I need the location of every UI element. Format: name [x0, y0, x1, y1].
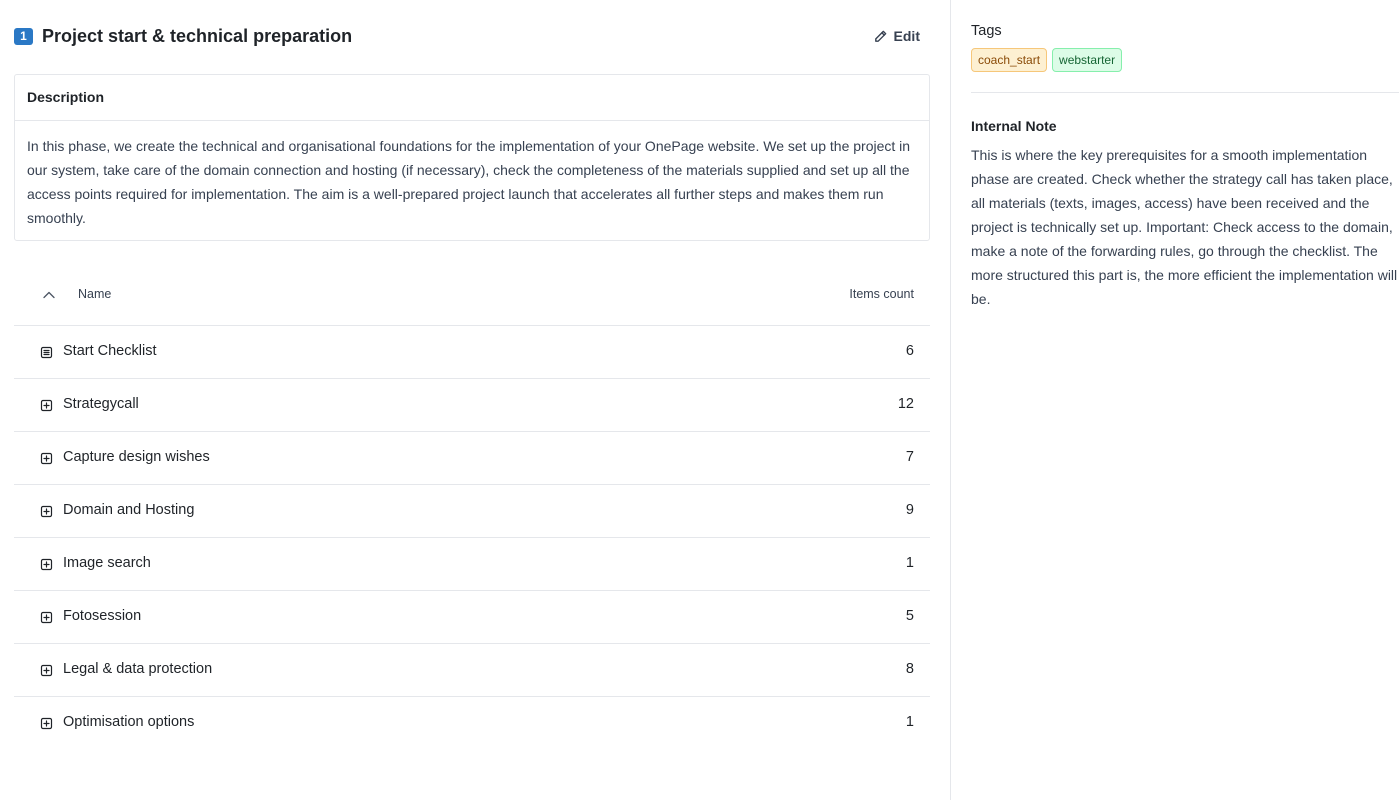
row-items-count: 12 — [897, 396, 914, 412]
row-name: Start Checklist — [63, 343, 157, 359]
divider — [971, 92, 1399, 93]
page-header — [14, 22, 930, 50]
plus-square-icon — [40, 505, 53, 518]
table-row[interactable] — [14, 591, 930, 644]
table-row[interactable] — [14, 379, 930, 432]
description-text: In this phase, we create the technical and organisational foundations for the implementation of your OnePage website. We set up the project in our system, take care of the domain connection and hosting (if necessary), check the completeness of the materials supplied and set up all the access points required for implementation. The aim is a well-prepared project launch that accelerates all further steps and makes them run smoothly. — [27, 138, 911, 226]
table-row[interactable] — [14, 644, 930, 697]
page-title: Project start & technical preparation — [42, 25, 353, 46]
internal-note-text: This is where the key prerequisites for a smooth implementation phase are created. Check whether the strategy call has taken place, all materials (texts, images, access) have been received and the project is technically set up. Important: Check access to the domain, make a note of the forwarding rules, go through the checklist. The more structured this part is, the more efficient the implementation will be. — [971, 147, 1398, 307]
pencil-icon — [873, 29, 888, 44]
edit-button-label: Edit — [893, 28, 920, 44]
column-header-items-count[interactable]: Items count — [849, 287, 914, 301]
row-items-count: 6 — [905, 343, 914, 359]
row-items-count: 1 — [905, 714, 914, 730]
plus-square-icon — [40, 558, 53, 571]
items-table — [14, 268, 930, 750]
row-name: Optimisation options — [63, 714, 195, 730]
row-name: Domain and Hosting — [63, 502, 195, 518]
tags-label: Tags — [971, 23, 1002, 39]
plus-square-icon — [40, 452, 53, 465]
table-body — [14, 326, 930, 750]
tag-coach-start[interactable]: coach_start — [971, 48, 1047, 72]
table-row[interactable] — [14, 485, 930, 538]
table-header — [14, 268, 930, 326]
plus-square-icon — [40, 611, 53, 624]
internal-note-label: Internal Note — [971, 118, 1057, 134]
row-name: Legal & data protection — [63, 661, 213, 677]
table-row[interactable] — [14, 697, 930, 750]
plus-square-icon — [40, 664, 53, 677]
row-items-count: 8 — [905, 661, 914, 677]
details-sidebar — [950, 0, 1399, 800]
tag-webstarter[interactable]: webstarter — [1052, 48, 1122, 72]
column-header-name[interactable]: Name — [78, 287, 112, 301]
row-items-count: 5 — [905, 608, 914, 624]
checklist-icon — [40, 346, 53, 359]
chevron-up-icon[interactable] — [42, 288, 56, 302]
row-name: Fotosession — [63, 608, 142, 624]
row-name: Strategycall — [63, 396, 139, 412]
plus-square-icon — [40, 717, 53, 730]
plus-square-icon — [40, 399, 53, 412]
tag-list — [971, 48, 1122, 72]
row-items-count: 7 — [905, 449, 914, 465]
step-number-badge: 1 — [14, 28, 33, 45]
row-name: Capture design wishes — [63, 449, 210, 465]
row-name: Image search — [63, 555, 151, 571]
description-heading: Description — [15, 75, 929, 121]
row-items-count: 1 — [905, 555, 914, 571]
row-items-count: 9 — [905, 502, 914, 518]
edit-button[interactable] — [873, 24, 920, 48]
table-row[interactable] — [14, 326, 930, 379]
description-card — [14, 74, 930, 241]
table-row[interactable] — [14, 538, 930, 591]
table-row[interactable] — [14, 432, 930, 485]
